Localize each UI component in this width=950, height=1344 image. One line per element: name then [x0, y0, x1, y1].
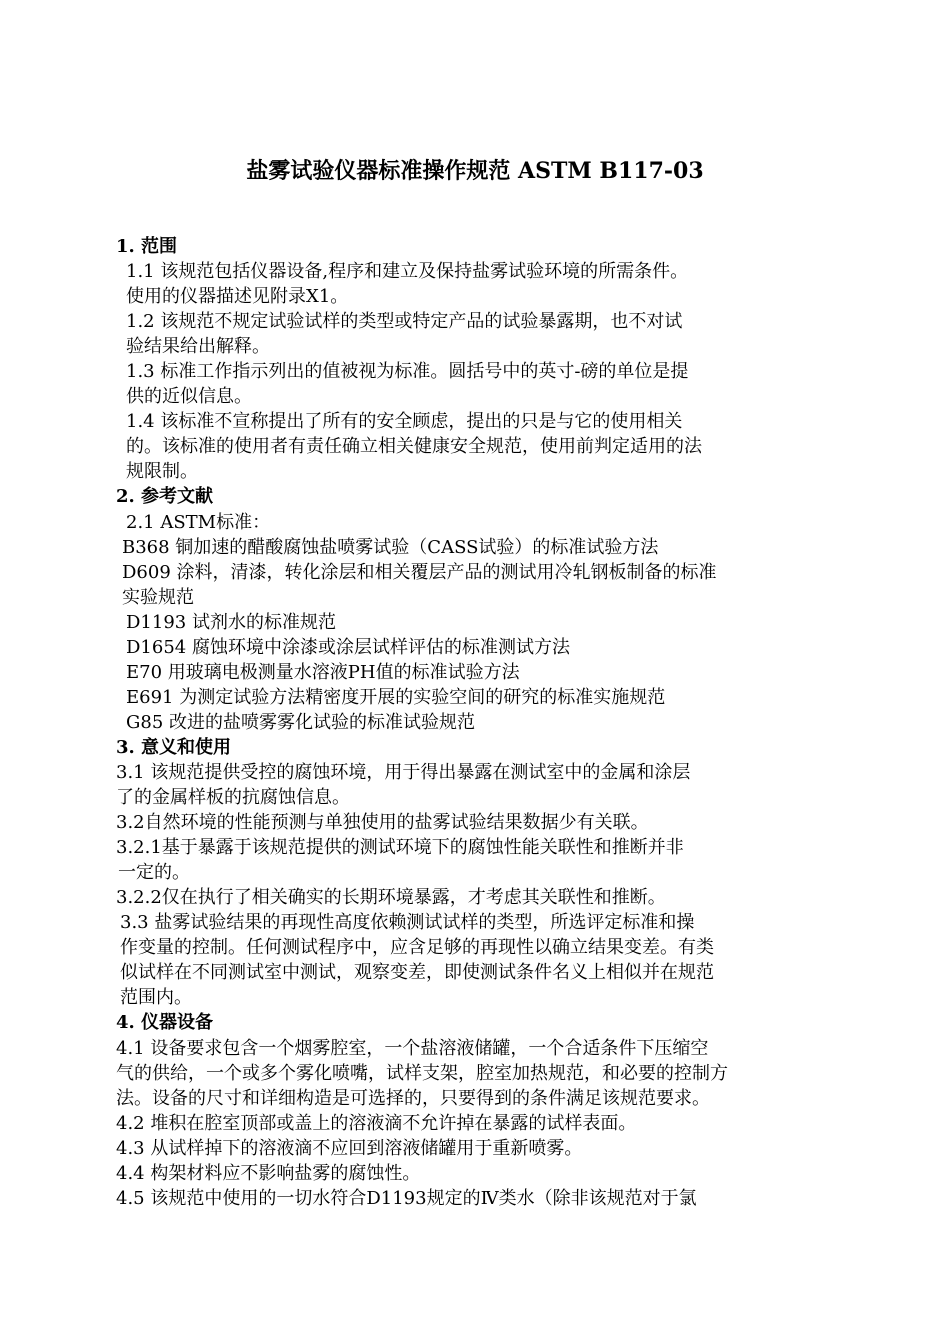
paragraph-line: 4.4 构架材料应不影响盐雾的腐蚀性。 [116, 1162, 421, 1184]
paragraph-line: 验结果给出解释。 [126, 336, 270, 358]
paragraph-line: 3.2.2仅在执行了相关确实的长期环境暴露，才考虑其关联性和推断。 [116, 887, 666, 909]
paragraph-line: 范围内。 [120, 987, 192, 1009]
paragraph-line: 实验规范 [122, 586, 194, 608]
paragraph-line: 3.1 该规范提供受控的腐蚀环境，用于得出暴露在测试室中的金属和涂层 [116, 761, 691, 783]
paragraph-line: D609 涂料，清漆，转化涂层和相关覆层产品的测试用冷轧钢板制备的标准 [122, 561, 717, 583]
paragraph-line: 1.2 该规范不规定试验试样的类型或特定产品的试验暴露期，也不对试 [126, 311, 683, 333]
document-body [116, 234, 840, 1211]
paragraph-line: 3.2自然环境的性能预测与单独使用的盐雾试验结果数据少有关联。 [116, 812, 649, 834]
paragraph-line: 一定的。 [118, 862, 190, 884]
paragraph-line: 作变量的控制。任何测试程序中，应含足够的再现性以确立结果变差。有类 [120, 937, 714, 959]
paragraph-line: 法。设备的尺寸和详细构造是可选择的，只要得到的条件满足该规范要求。 [116, 1087, 710, 1109]
section-heading: 2. 参考文献 [116, 486, 214, 508]
paragraph-line: 1.1 该规范包括仪器设备,程序和建立及保持盐雾试验环境的所需条件。 [126, 261, 689, 283]
paragraph-line: 4.1 设备要求包含一个烟雾腔室，一个盐溶液储罐，一个合适条件下压缩空 [116, 1037, 709, 1059]
paragraph-line: 4.3 从试样掉下的溶液滴不应回到溶液储罐用于重新喷雾。 [116, 1137, 583, 1159]
paragraph-line: 使用的仪器描述见附录Ⅹ1。 [126, 286, 349, 308]
paragraph-line: E70 用玻璃电极测量水溶液PH值的标准试验方法 [126, 661, 520, 683]
paragraph-line: 气的供给，一个或多个雾化喷嘴，试样支架，腔室加热规范，和必要的控制方 [116, 1062, 728, 1084]
paragraph-line: G85 改进的盐喷雾雾化试验的标准试验规范 [126, 711, 476, 733]
paragraph-line: 似试样在不同测试室中测试，观察变差，即使测试条件名义上相似并在规范 [120, 962, 714, 984]
paragraph-line: 2.1 ASTM标准： [126, 511, 271, 533]
paragraph-line: 4.5 该规范中使用的一切水符合D1193规定的Ⅳ类水（除非该规范对于氯 [116, 1187, 697, 1209]
paragraph-line: 规限制。 [126, 461, 198, 483]
paragraph-line: 1.4 该标准不宣称提出了所有的安全顾虑，提出的只是与它的使用相关 [126, 411, 683, 433]
section-heading: 1. 范围 [116, 236, 178, 257]
paragraph-line: 1.3 标准工作指示列出的值被视为标准。圆括号中的英寸-磅的单位是提 [126, 361, 689, 383]
paragraph-line: 供的近似信息。 [126, 386, 252, 408]
paragraph-line: 的。该标准的使用者有责任确立相关健康安全规范，使用前判定适用的法 [126, 436, 702, 458]
paragraph-line: D1193 试剂水的标准规范 [126, 611, 336, 633]
paragraph-line: E691 为测定试验方法精密度开展的实验空间的研究的标准实施规范 [126, 686, 666, 708]
paragraph-line: 4.2 堆积在腔室顶部或盖上的溶液滴不允许掉在暴露的试样表面。 [116, 1112, 637, 1134]
document-title: 盐雾试验仪器标准操作规范 ASTM B117-03 [246, 158, 704, 184]
section-heading: 4. 仪器设备 [116, 1012, 214, 1034]
paragraph-line: 了的金属样板的抗腐蚀信息。 [116, 787, 350, 809]
section-heading: 3. 意义和使用 [116, 736, 232, 758]
paragraph-line: 3.3 盐雾试验结果的再现性高度依赖测试试样的类型，所选评定标准和操 [120, 912, 695, 934]
paragraph-line: D1654 腐蚀环境中涂漆或涂层试样评估的标准测试方法 [126, 636, 570, 658]
paragraph-line: 3.2.1基于暴露于该规范提供的测试环境下的腐蚀性能关联性和推断并非 [116, 837, 684, 859]
paragraph-line: B368 铜加速的醋酸腐蚀盐喷雾试验（CASS试验）的标准试验方法 [122, 536, 659, 558]
